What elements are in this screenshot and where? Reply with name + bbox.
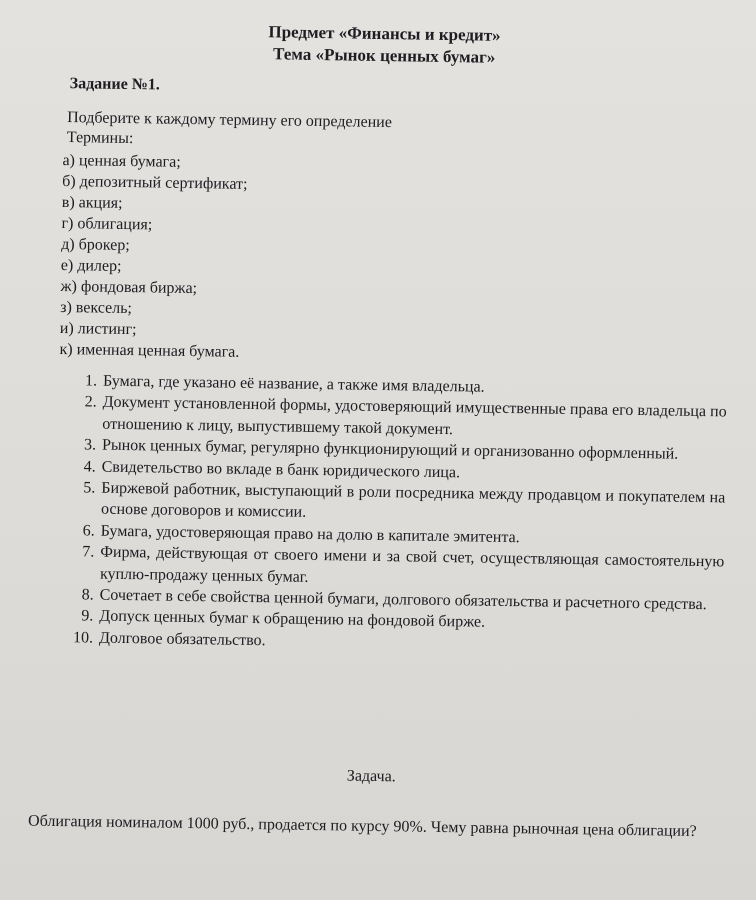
term-item: е) дилер;	[60, 256, 122, 275]
terms-list	[53, 150, 248, 363]
definition-text: Фирма, действующая от своего имени и за свой счет, осуществляющая самостоятельную куплю-продажу ценных бумаг.	[99, 543, 725, 586]
definition-number: 6.	[82, 522, 95, 540]
term-item: г) облигация;	[61, 214, 153, 234]
definition-text: Биржевой работник, выступающий в роли посредника между продавцом и покупателем на основе договоров и комиссии.	[100, 479, 726, 522]
definition-number: 7.	[82, 543, 95, 561]
problem-text: Облигация номиналом 1000 руб., продается по курсу 90%. Чему равна рыночная цена облигации?	[27, 812, 697, 841]
task-instruction: Подберите к каждому термину его определение	[67, 109, 392, 132]
definition-text: Свидетельство во вкладе в банк юридического лица.	[101, 458, 461, 481]
definition-number: 5.	[83, 479, 96, 497]
term-item: б) депозитный сертификат;	[62, 172, 248, 193]
terms-heading: Термины:	[66, 129, 134, 148]
topic-title: Тема «Рынок ценных бумаг»	[272, 44, 496, 67]
definition-number: 10.	[72, 629, 94, 647]
definition-number: 8.	[81, 586, 94, 604]
problem-heading: Задача.	[346, 767, 396, 786]
subject-title: Предмет «Финансы и кредит»	[268, 22, 501, 45]
term-item: ж) фондовая биржа;	[60, 277, 198, 298]
task-instruction-block	[67, 108, 392, 153]
term-item: а) ценная бумага;	[62, 151, 181, 171]
definition-text: Бумага, где указано её название, а также имя владельца.	[102, 372, 485, 396]
term-item: в) акция;	[61, 193, 123, 212]
definition-number: 3.	[83, 436, 97, 454]
definition-text: Долговое обязательство.	[98, 629, 266, 650]
definition-number: 4.	[83, 457, 96, 476]
term-item: к) именная ценная бумага.	[59, 340, 240, 361]
term-item: д) брокер;	[61, 235, 130, 255]
definition-number: 1.	[84, 372, 98, 390]
term-item: и) листинг;	[59, 319, 137, 339]
definition-text: Допуск ценных бумаг к обращению на фондовой бирже.	[99, 608, 486, 632]
task-label: Задание №1.	[69, 75, 160, 94]
definition-text: Рынок ценных бумаг, регулярно функционирующий и организованно оформленный.	[101, 436, 679, 463]
definition-number: 9.	[81, 607, 94, 625]
definition-text: Документ установленной формы, удостоверяющий имущественные права его владельца по отношению к лицу, выпустившему такой документ.	[102, 394, 727, 438]
definition-text: Бумага, удостоверяющая право на долю в капитале эмитента.	[100, 522, 520, 547]
definition-text: Сочетает в себе свойства ценной бумаги, долгового обязательства и расчетного средства.	[99, 586, 707, 614]
definition-number: 2.	[84, 393, 97, 411]
term-item: з) вексель;	[60, 298, 133, 318]
definitions-list	[57, 370, 727, 659]
